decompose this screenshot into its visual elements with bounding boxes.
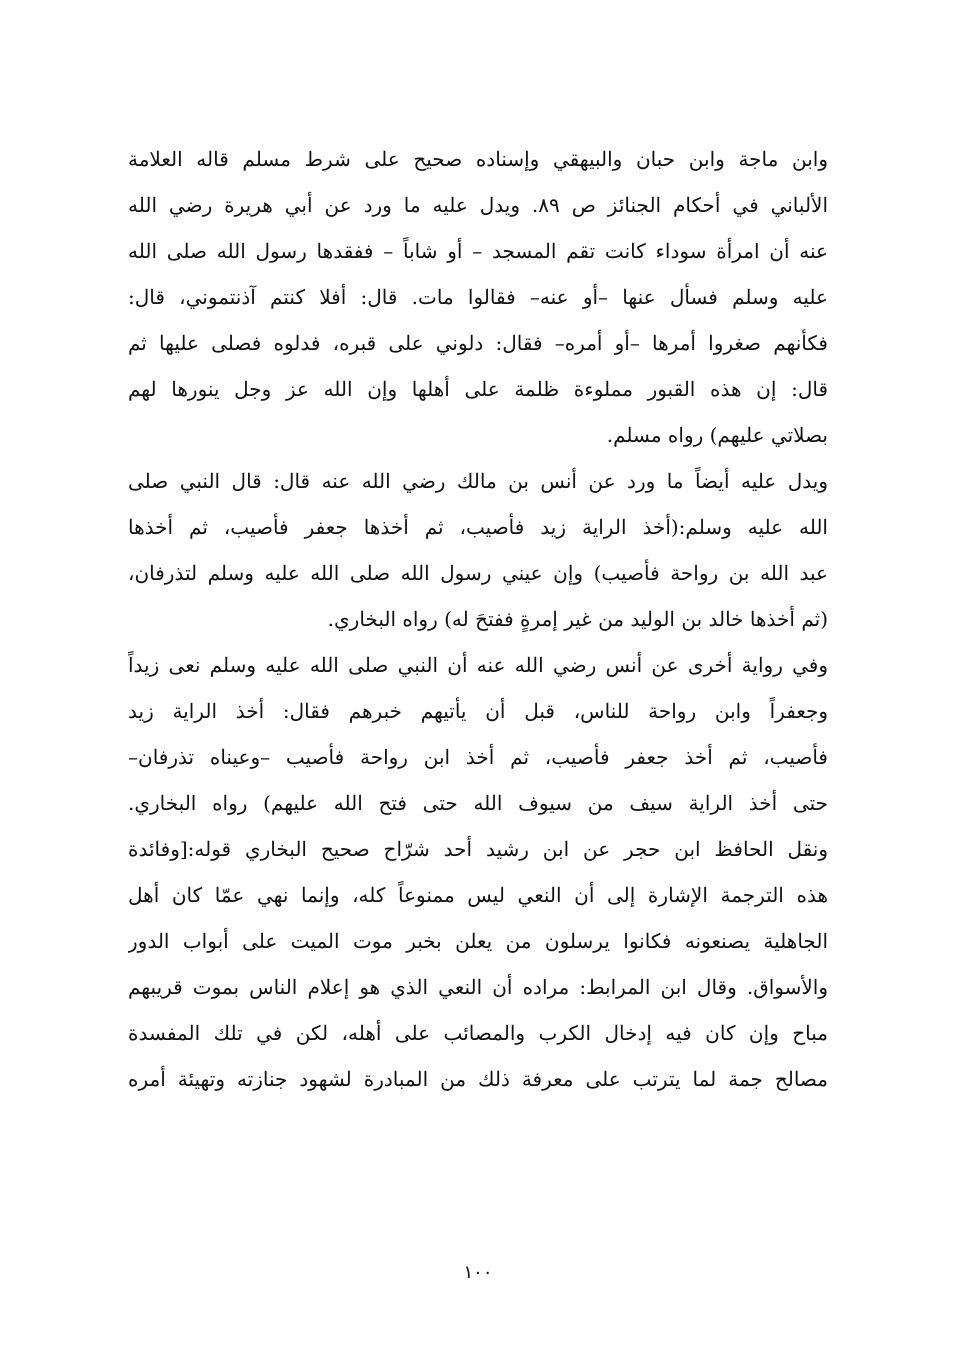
text-line-9: الله عليه وسلم:(أخذ الراية زيد فأصيب، ثم أخذها جعفر فأصيب، ثم أخذها <box>128 515 828 539</box>
text-line-8: ويدل عليه أيضاً ما ورد عن أنس بن مالك رضي الله عنه قال: قال النبي صلى <box>128 469 828 493</box>
text-line-14: فأصيب، ثم أخذ جعفر فأصيب، ثم أخذ ابن رواحة فأصيب –وعيناه تذرفان– <box>128 745 828 769</box>
text-line-12: وفي رواية أخرى عن أنس رضي الله عنه أن النبي صلى الله عليه وسلم نعى زيداً <box>128 653 828 677</box>
text-line-20: مباح وإن كان فيه إدخال الكرب والمصائب على أهله، لكن في تلك المفسدة <box>128 1021 828 1045</box>
page-number: ١٠٠ <box>463 1262 493 1283</box>
text-line-6: قال: إن هذه القبور مملوءة ظلمة على أهلها وإن الله عز وجل ينورها لهم <box>128 377 828 401</box>
text-line-3: عنه أن امرأة سوداء كانت تقم المسجد – أو شاباً – ففقدها رسول الله صلى الله <box>128 239 828 263</box>
text-line-1: وابن ماجة وابن حبان والبيهقي وإسناده صحيح على شرط مسلم قاله العلامة <box>128 147 828 171</box>
body-text <box>128 136 828 1102</box>
text-line-16: ونقل الحافظ ابن حجر عن ابن رشيد أحد شرّاح صحيح البخاري قوله:[وفائدة <box>128 837 828 861</box>
text-line-19: والأسواق. وقال ابن المرابط: مراده أن النعي الذي هو إعلام الناس بموت قريبهم <box>128 975 828 999</box>
text-line-2: الألباني في أحكام الجنائز ص ٨٩. ويدل عليه ما ورد عن أبي هريرة رضي الله <box>128 193 828 217</box>
text-line-11: (ثم أخذها خالد بن الوليد من غير إمرةٍ ففتحَ له) رواه البخاري. <box>327 607 828 631</box>
text-line-18: الجاهلية يصنعونه فكانوا يرسلون من يعلن بخبر موت الميت على أبواب الدور <box>128 929 828 953</box>
text-line-5: فكأنهم صغروا أمرها –أو أمره– فقال: دلوني على قبره، فدلوه فصلى عليها ثم <box>128 331 828 355</box>
text-line-13: وجعفراً وابن رواحة للناس، قبل أن يأتيهم خبرهم فقال: أخذ الراية زيد <box>128 699 828 723</box>
text-line-7: بصلاتي عليهم) رواه مسلم. <box>606 423 828 447</box>
text-line-10: عبد الله بن رواحة فأصيب) وإن عيني رسول الله صلى الله عليه وسلم لتذرفان، <box>128 561 828 585</box>
text-line-21: مصالح جمة لما يترتب على معرفة ذلك من المبادرة لشهود جنازته وتهيئة أمره <box>128 1067 828 1091</box>
text-line-15: حتى أخذ الراية سيف من سيوف الله حتى فتح الله عليهم) رواه البخاري. <box>128 791 828 815</box>
text-line-4: عليه وسلم فسأل عنها –أو عنه– فقالوا مات. قال: أفلا كنتم آذنتموني، قال: <box>128 285 828 309</box>
text-line-17: هذه الترجمة الإشارة إلى أن النعي ليس ممنوعاً كله، وإنما نهي عمّا كان أهل <box>128 883 828 907</box>
